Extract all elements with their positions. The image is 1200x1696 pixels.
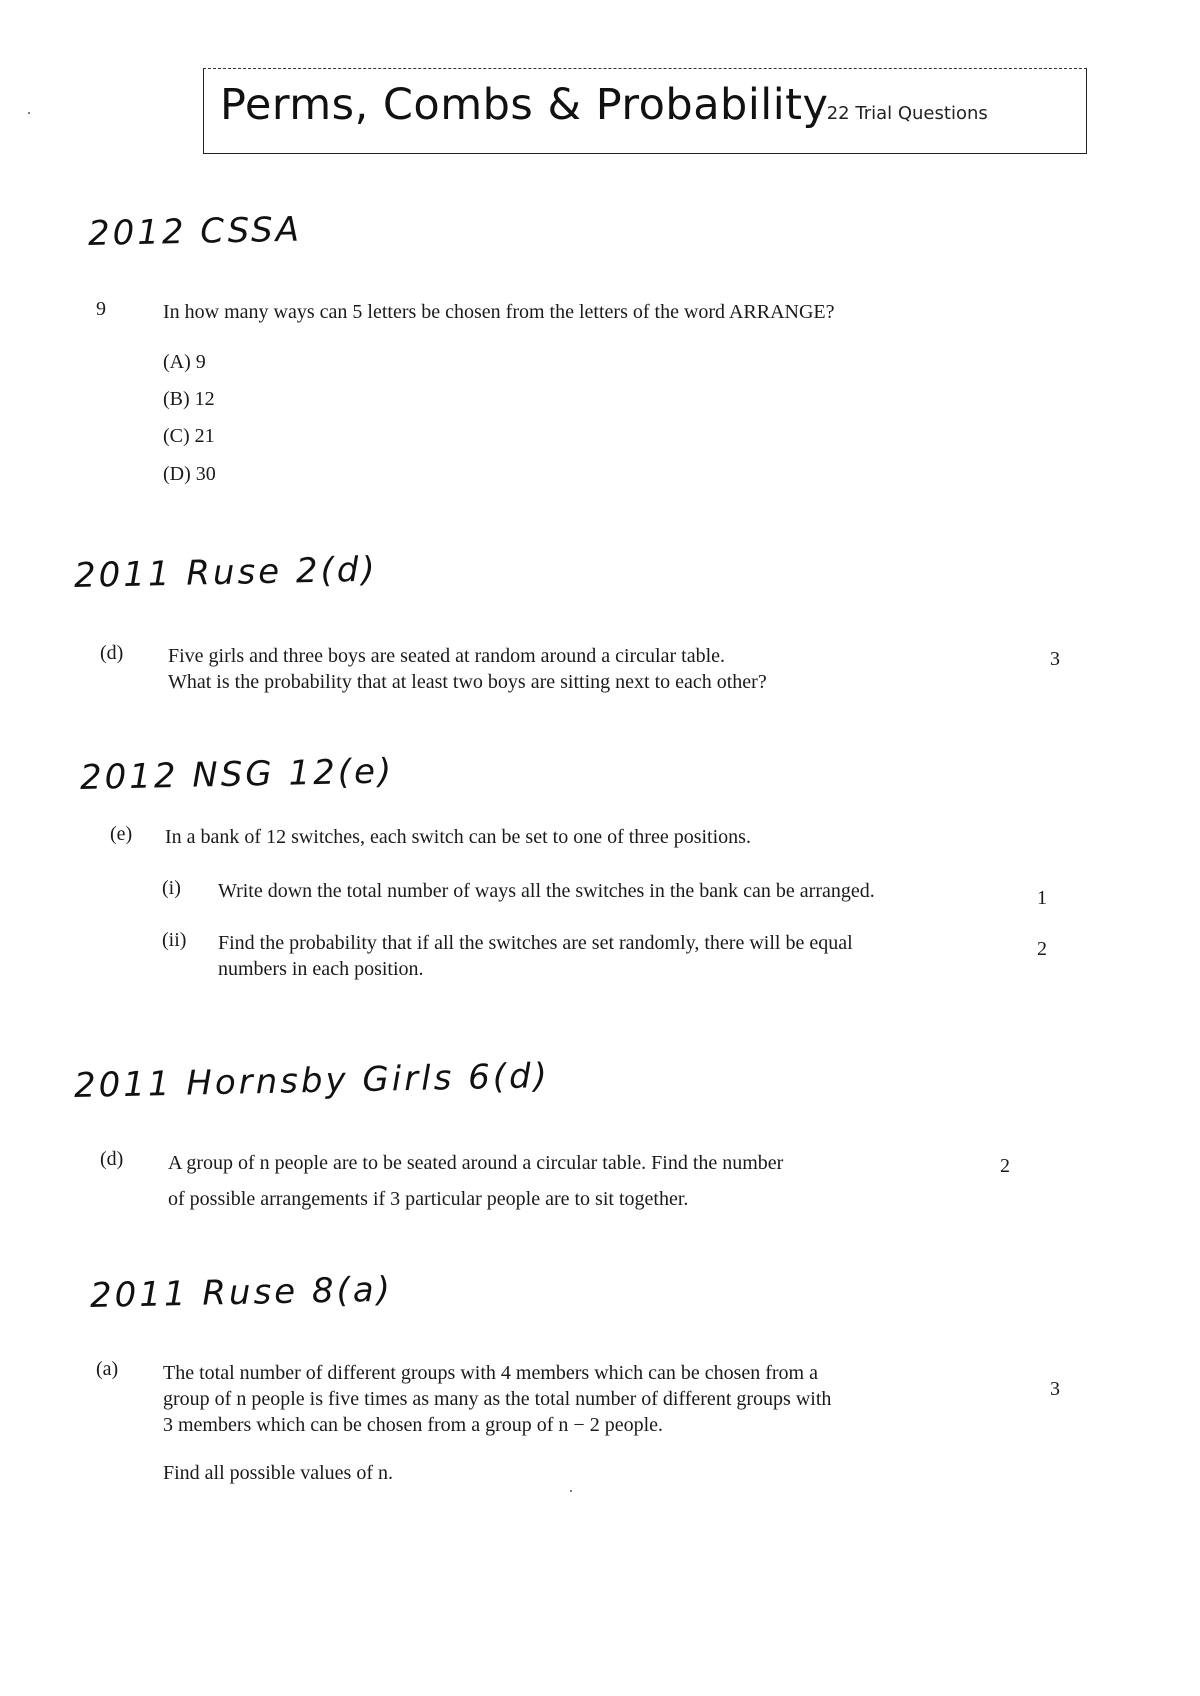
section-heading-2012-nsg-12e: 2012 NSG 12(e) <box>79 751 395 798</box>
question-line: Five girls and three boys are seated at random around a circular table. <box>168 645 726 667</box>
question-number: (d) <box>100 1148 124 1170</box>
question-number: (e) <box>110 823 133 845</box>
option-a: (A) 9 <box>163 351 206 373</box>
subpart-number: (i) <box>162 877 181 899</box>
subpart-line: Find the probability that if all the switches are set randomly, there will be equal <box>218 932 853 954</box>
marks-value: 2 <box>1037 938 1047 960</box>
marks-value: 3 <box>1050 648 1060 670</box>
marks-value: 3 <box>1050 1378 1060 1400</box>
marks-value: 2 <box>1000 1155 1010 1177</box>
page-subtitle: – 22 Trial Questions <box>812 103 988 124</box>
marks-value: 1 <box>1037 887 1047 909</box>
question-line: What is the probability that at least two boys are sitting next to each other? <box>168 671 767 693</box>
question-text: In a bank of 12 switches, each switch can be set to one of three positions. <box>165 826 751 848</box>
question-line: The total number of different groups with 4 members which can be chosen from a <box>163 1362 818 1384</box>
question-line: 3 members which can be chosen from a group of n − 2 people. <box>163 1414 664 1436</box>
question-followup: Find all possible values of n. <box>163 1462 393 1484</box>
subpart-line: numbers in each position. <box>218 958 424 980</box>
question-number: (a) <box>96 1358 119 1380</box>
question-line: A group of n people are to be seated around a circular table. Find the number <box>168 1152 784 1174</box>
scan-speck <box>570 1490 572 1492</box>
section-heading-2011-hornsby-girls-6d: 2011 Hornsby Girls 6(d) <box>73 1056 551 1106</box>
question-number: 9 <box>96 298 106 320</box>
subpart-line: Write down the total number of ways all the switches in the bank can be arranged. <box>218 880 875 902</box>
section-heading-2011-ruse-8a: 2011 Ruse 8(a) <box>89 1269 394 1316</box>
section-heading-2011-ruse-2d: 2011 Ruse 2(d) <box>73 549 379 596</box>
question-line: of possible arrangements if 3 particular people are to sit together. <box>168 1188 689 1210</box>
option-d: (D) 30 <box>163 463 216 485</box>
option-c: (C) 21 <box>163 425 215 447</box>
subpart-number: (ii) <box>162 929 187 951</box>
section-heading-2012-cssa: 2012 CSSA <box>87 209 303 254</box>
question-number: (d) <box>100 642 124 664</box>
page-title: Perms, Combs & Probability <box>220 80 829 130</box>
question-text: In how many ways can 5 letters be chosen from the letters of the word ARRANGE? <box>163 301 835 323</box>
question-line: group of n people is five times as many as the total number of different groups with <box>163 1388 832 1410</box>
option-b: (B) 12 <box>163 388 215 410</box>
scan-speck <box>28 112 30 114</box>
